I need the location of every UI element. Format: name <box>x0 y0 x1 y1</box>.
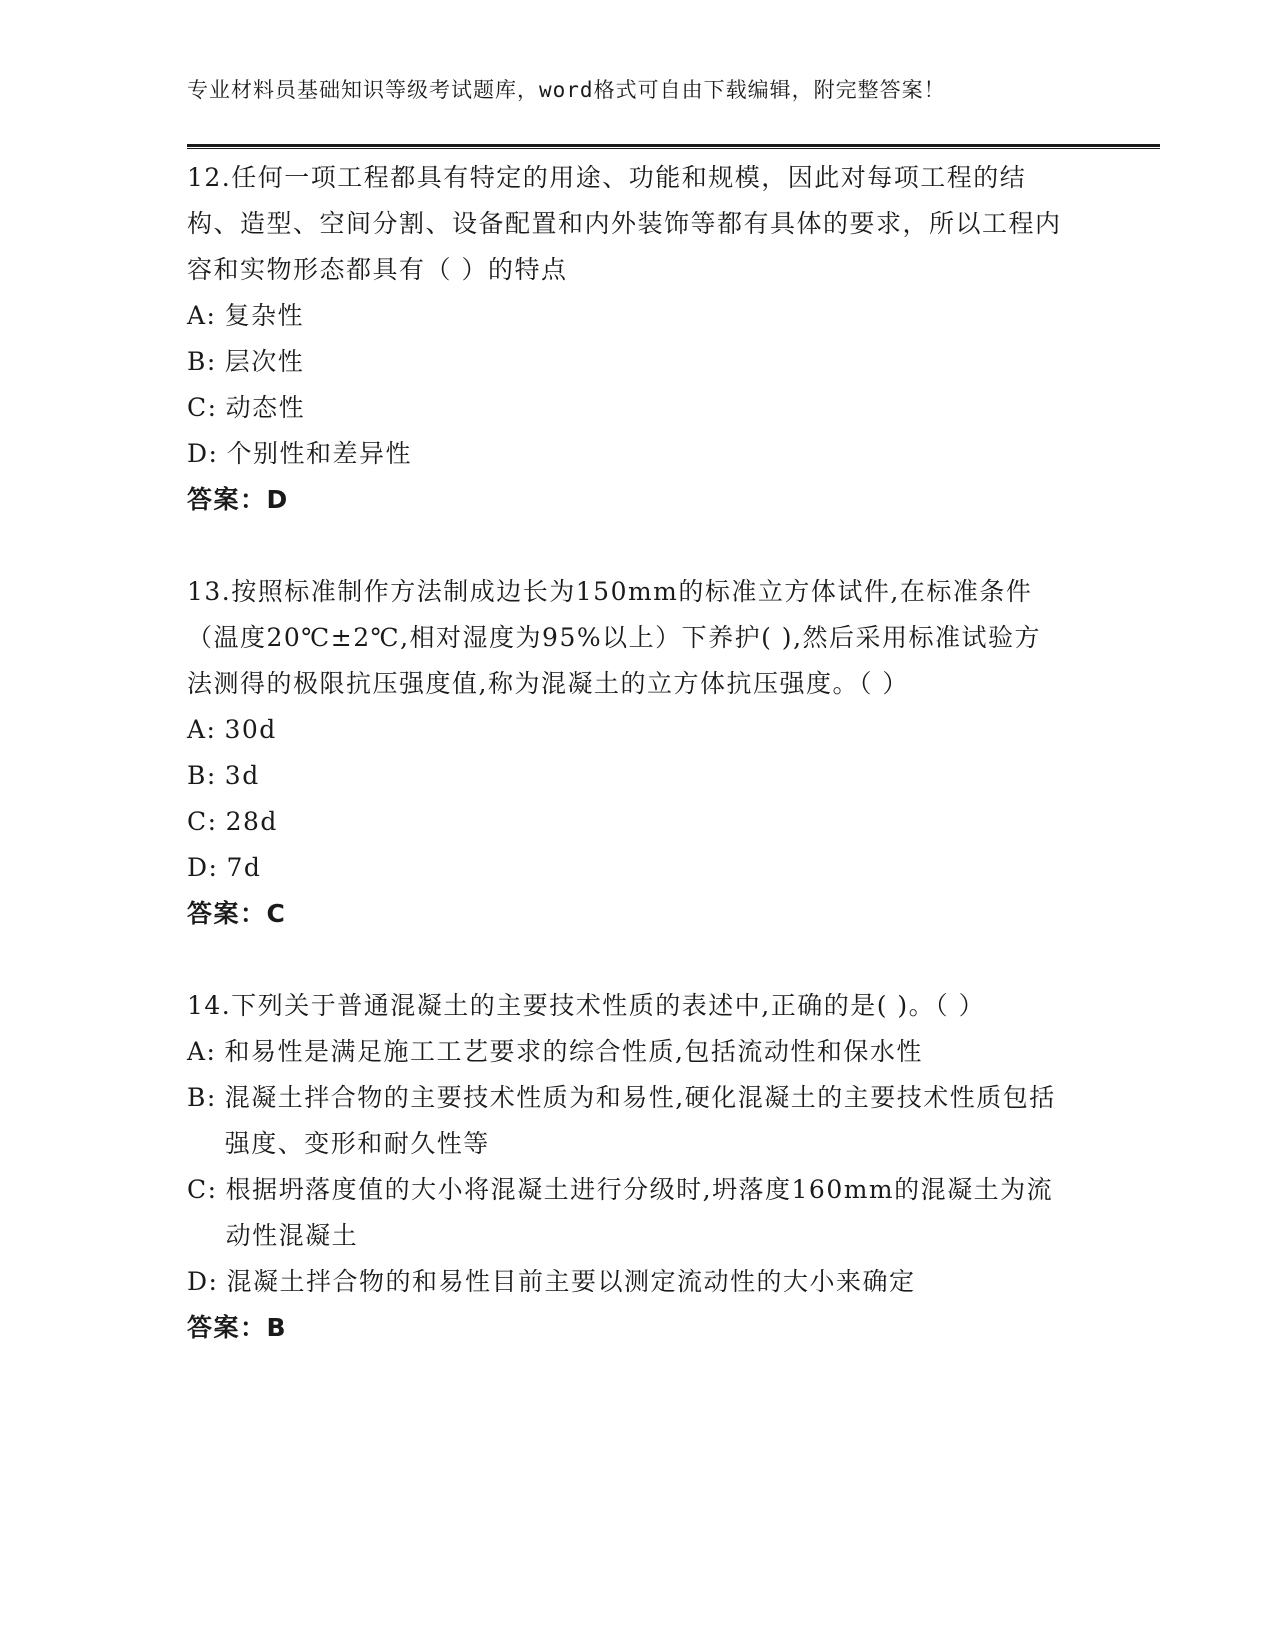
option-text: 7d <box>226 853 262 882</box>
question-14 <box>187 983 1067 1351</box>
option-b <box>187 339 1067 385</box>
option-text: 混凝土拌合物的和易性目前主要以测定流动性的大小来确定 <box>226 1267 916 1296</box>
answer-line: 答案：B <box>187 1313 288 1342</box>
option-text: 30d <box>224 715 277 744</box>
option-text: 3d <box>224 761 260 790</box>
option-key: D: <box>187 439 219 468</box>
option-key: A: <box>187 301 217 330</box>
option-key: D: <box>187 853 219 882</box>
header-divider <box>187 144 1160 149</box>
option-key: C: <box>187 807 218 836</box>
question-list <box>187 155 1067 1351</box>
option-text: 动态性 <box>225 393 306 422</box>
option-text: 复杂性 <box>224 301 304 330</box>
option-key: A: <box>187 715 217 744</box>
option-text: 根据坍落度值的大小将混凝土进行分级时,坍落度160mm的混凝土为流动性混凝土 <box>225 1175 1054 1250</box>
option-d <box>187 845 1067 891</box>
option-text: 个别性和差异性 <box>226 439 412 468</box>
question-12 <box>187 155 1067 523</box>
answer-line: 答案：D <box>187 485 289 514</box>
answer-line: 答案：C <box>187 899 287 928</box>
option-key: D: <box>187 1267 219 1296</box>
question-text: 13.按照标准制作方法制成边长为150mm的标准立方体试件,在标准条件（温度20℃±2℃,相对湿度为95%以上）下养护( ),然后采用标准试验方法测得的极限抗压强度值,称为混凝土的立方体抗压强度。（ ） <box>187 577 1042 698</box>
option-key: C: <box>187 393 218 422</box>
question-text: 12.任何一项工程都具有特定的用途、功能和规模，因此对每项工程的结构、造型、空间分割、设备配置和内外装饰等都有具体的要求，所以工程内容和实物形态都具有（ ）的特点 <box>187 163 1062 284</box>
page-header: 专业材料员基础知识等级考试题库，word格式可自由下载编辑，附完整答案！ <box>187 78 946 102</box>
option-b <box>187 1075 1067 1167</box>
option-key: B: <box>187 761 217 790</box>
option-d <box>187 1259 1067 1305</box>
option-key: C: <box>187 1175 218 1204</box>
question-text: 14.下列关于普通混凝土的主要技术性质的表述中,正确的是( )。（ ） <box>187 991 986 1020</box>
option-key: A: <box>187 1037 217 1066</box>
option-key: B: <box>187 1083 217 1112</box>
option-c <box>187 1167 1067 1259</box>
option-a <box>187 707 1067 753</box>
option-text: 层次性 <box>224 347 305 376</box>
option-a <box>187 293 1067 339</box>
option-c <box>187 385 1067 431</box>
option-key: B: <box>187 347 217 376</box>
option-text: 和易性是满足施工工艺要求的综合性质,包括流动性和保水性 <box>224 1037 923 1066</box>
option-d <box>187 431 1067 477</box>
option-c <box>187 799 1067 845</box>
option-text: 混凝土拌合物的主要技术性质为和易性,硬化混凝土的主要技术性质包括强度、变形和耐久性等 <box>224 1083 1056 1158</box>
option-a <box>187 1029 1067 1075</box>
option-text: 28d <box>225 807 278 836</box>
question-13 <box>187 569 1067 937</box>
option-b <box>187 753 1067 799</box>
